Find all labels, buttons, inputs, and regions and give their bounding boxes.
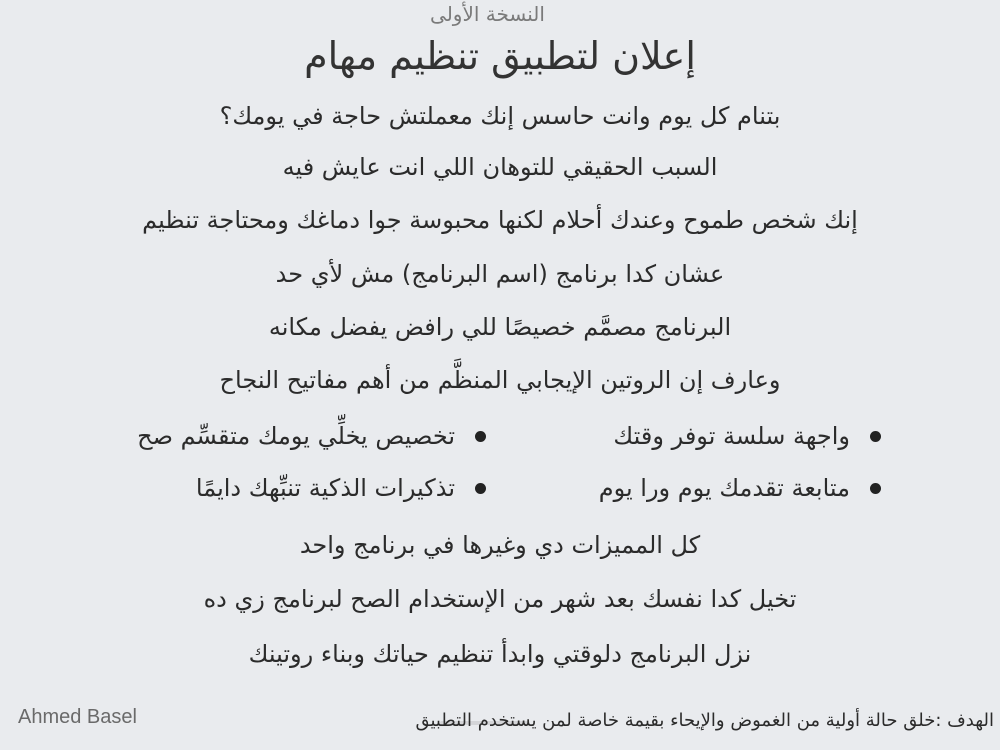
closing-line-3: نزل البرنامج دلوقتي وابدأ تنظيم حياتك وبناء روتينك: [248, 640, 752, 668]
bullet-icon: [870, 431, 881, 442]
body-line-1: بتنام كل يوم وانت حاسس إنك معملتش حاجة في يومك؟: [219, 102, 781, 130]
feature-item-1: واجهة سلسة توفر وقتك: [613, 422, 850, 450]
body-line-3: إنك شخص طموح وعندك أحلام لكنها محبوسة جوا دماغك ومحتاجة تنظيم: [142, 206, 858, 234]
bullet-icon: [870, 483, 881, 494]
body-line-6: وعارف إن الروتين الإيجابي المنظَّم من أهم مفاتيح النجاح: [219, 366, 781, 394]
author-name: Ahmed Basel: [18, 706, 137, 728]
body-line-2: السبب الحقيقي للتوهان اللي انت عايش فيه: [282, 153, 718, 181]
closing-line-2: تخيل كدا نفسك بعد شهر من الإستخدام الصح لبرنامج زي ده: [203, 585, 797, 613]
body-line-4: عشان كدا برنامج (اسم البرنامج) مش لأي حد: [275, 260, 725, 288]
bullet-icon: [475, 483, 486, 494]
feature-item-4: تذكيرات الذكية تنبِّهك دايمًا: [195, 474, 455, 502]
page-title: إعلان لتطبيق تنظيم مهام: [304, 34, 696, 78]
feature-item-2: تخصيص يخلِّي يومك متقسِّم صح: [137, 422, 455, 450]
closing-line-1: كل المميزات دي وغيرها في برنامج واحد: [299, 531, 701, 559]
goal-note: الهدف :خلق حالة أولية من الغموض والإيحاء بقيمة خاصة لمن يستخدم التطبيق: [415, 710, 994, 731]
version-label: النسخة الأولى: [430, 2, 545, 26]
bullet-icon: [475, 431, 486, 442]
feature-item-3: متابعة تقدمك يوم ورا يوم: [598, 474, 850, 502]
body-line-5: البرنامج مصمَّم خصيصًا للي رافض يفضل مكانه: [268, 313, 732, 341]
